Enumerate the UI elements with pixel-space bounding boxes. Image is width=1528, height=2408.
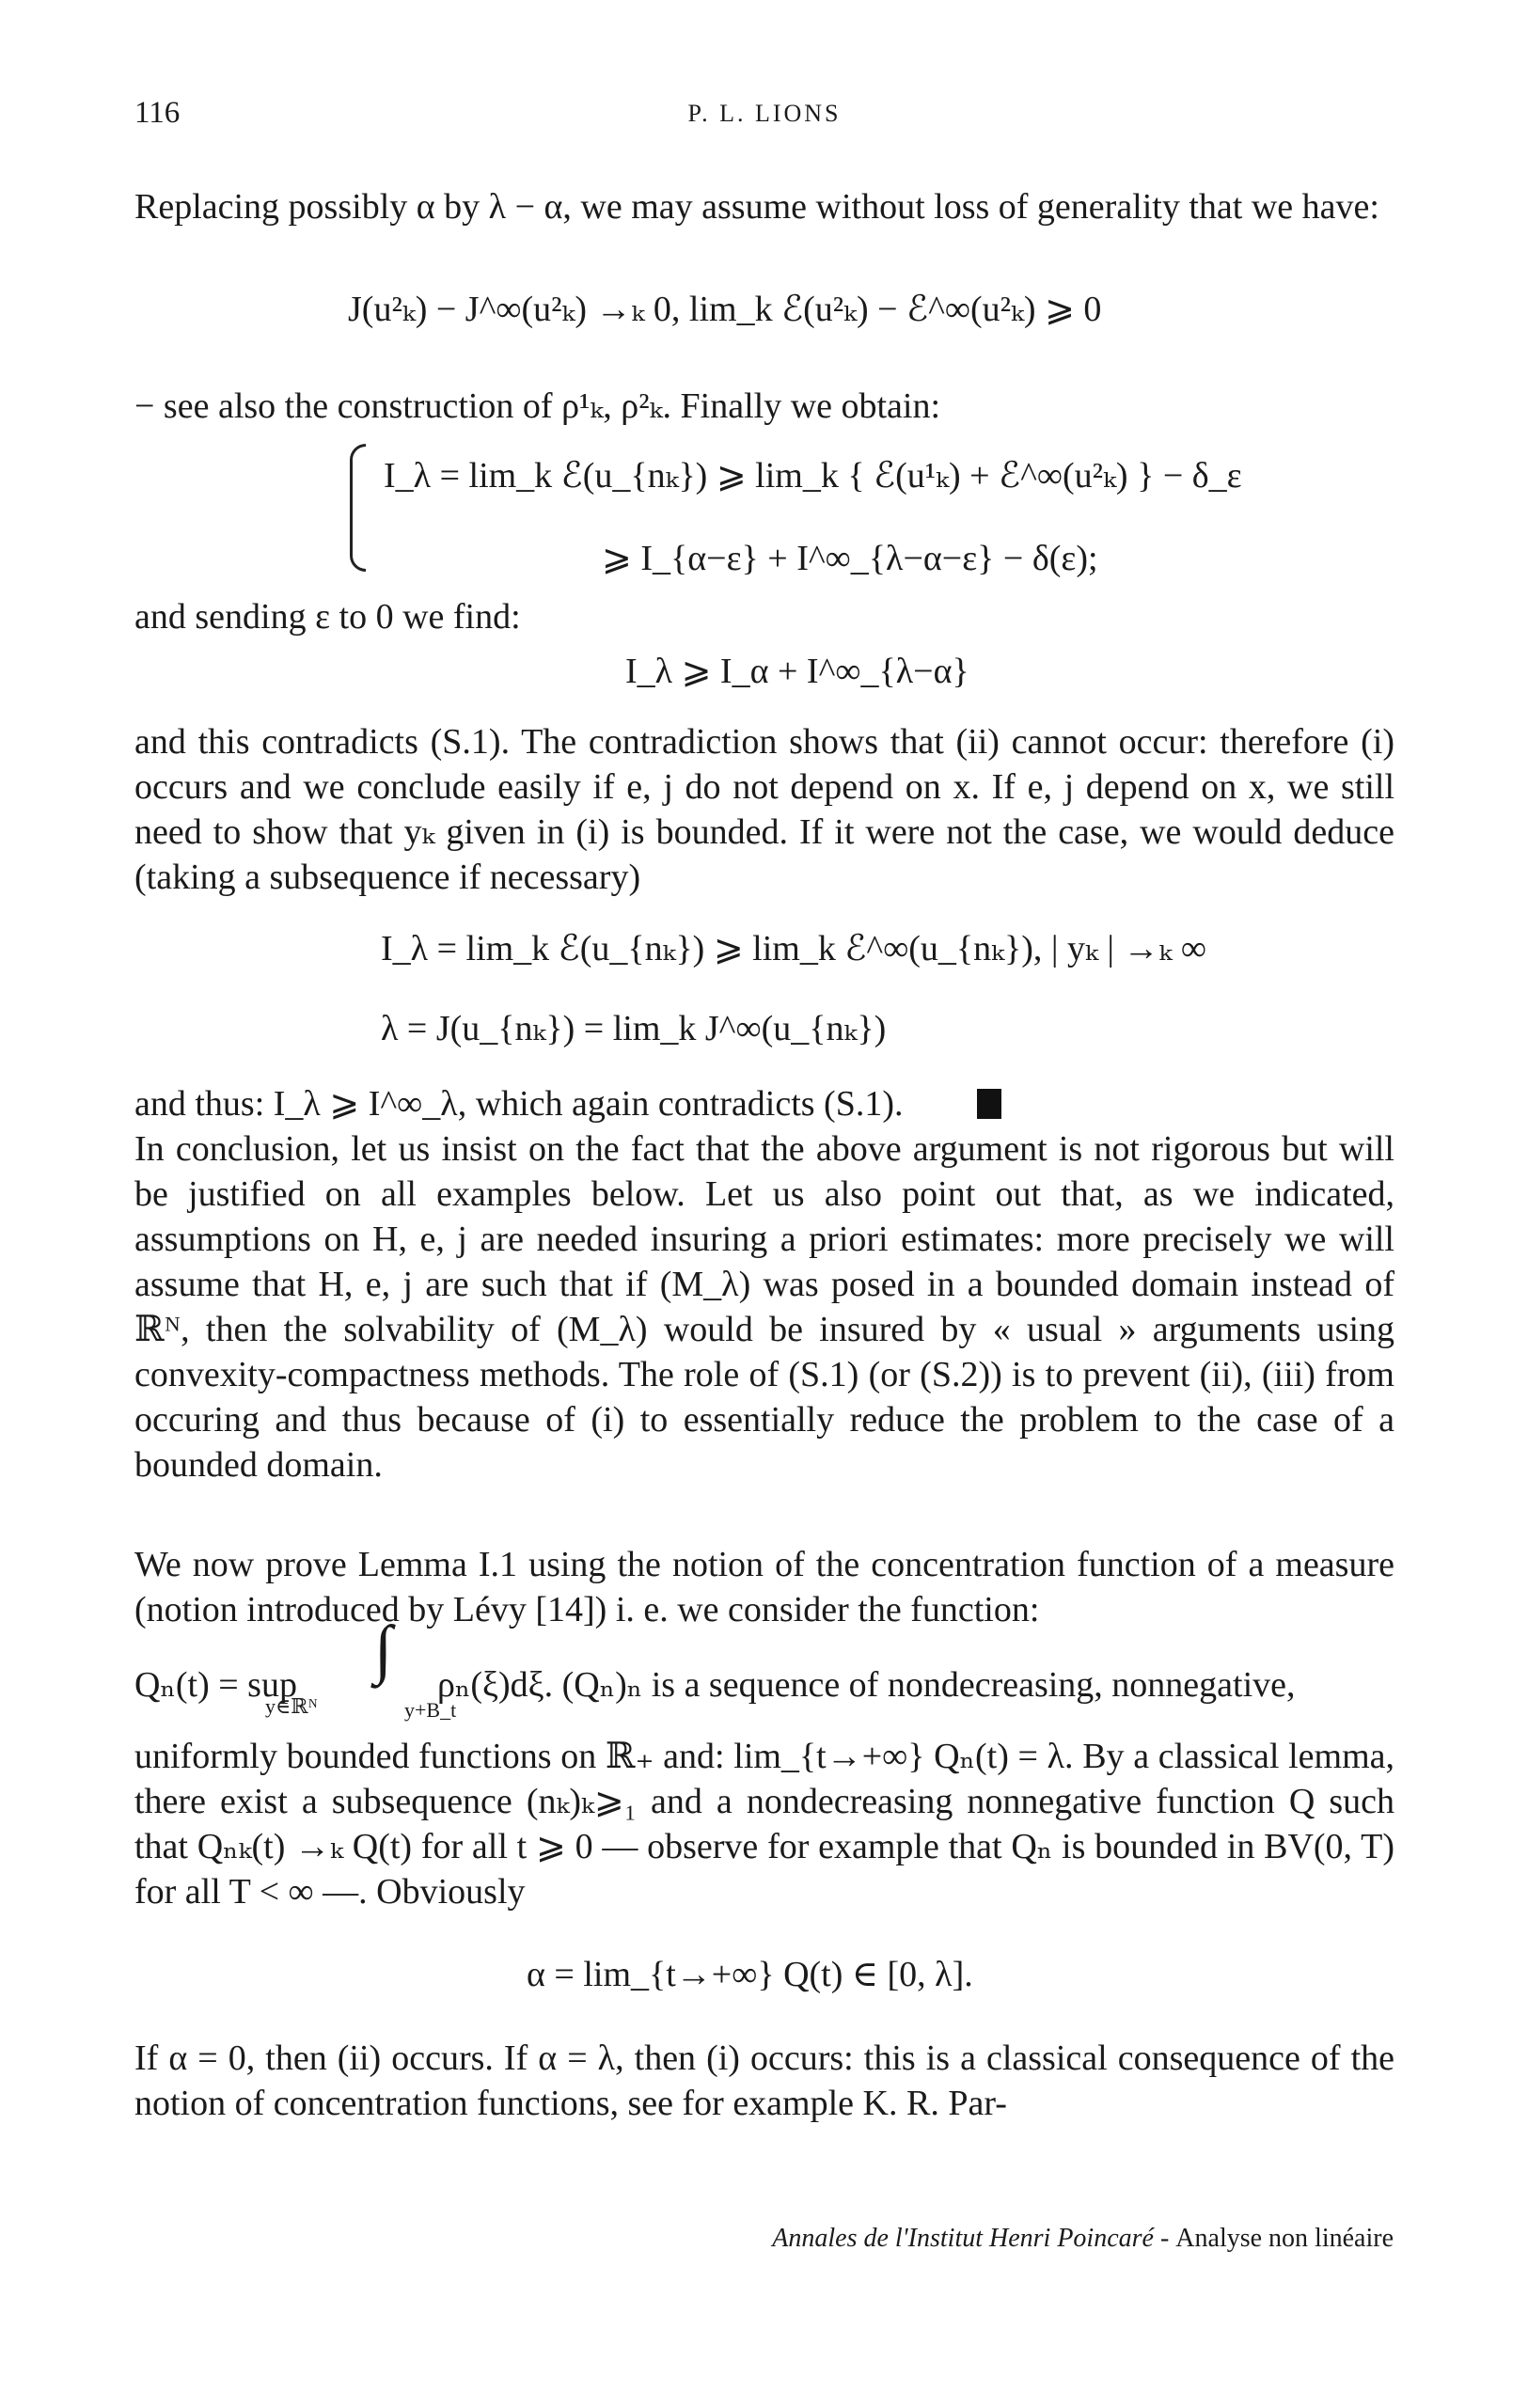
footer-journal: Annales de l'Institut Henri Poincaré - (772, 2224, 1170, 2253)
equation-3: I_λ ⩾ I_α + I^∞_{λ−α} (625, 652, 969, 691)
paragraph-1: Replacing possibly α by λ − α, we may assume without loss of generality that we have: (134, 187, 1379, 227)
qed-symbol (977, 1089, 1001, 1119)
page-header (134, 96, 1394, 143)
equation-4b: λ = J(u_{nₖ}) = lim_k J^∞(u_{nₖ}) (381, 1009, 887, 1048)
equation-6: α = lim_{t→+∞} Q(t) ∈ [0, λ]. (527, 1955, 973, 1994)
equation-2a: I_λ = lim_k ℰ(u_{nₖ}) ⩾ lim_k { ℰ(u¹ₖ) + ℰ^∞(u²ₖ) } − δ_ε (384, 456, 1242, 496)
paragraph-5-text: and thus: I_λ ⩾ I^∞_λ, which again contradicts (S.1). (134, 1084, 904, 1124)
left-brace (350, 444, 366, 572)
equation-5-sup-subscript: y∈ℝᴺ (265, 1694, 318, 1718)
equation-5-lhs: Qₙ(t) = sup (134, 1665, 297, 1705)
equation-4a: I_λ = lim_k ℰ(u_{nₖ}) ⩾ lim_k ℰ^∞(u_{nₖ}), | yₖ | →ₖ ∞ (381, 929, 1206, 968)
paragraph-5 (134, 1081, 1394, 1126)
equation-1: J(u²ₖ) − J^∞(u²ₖ) →ₖ 0, lim_k ℰ(u²ₖ) − ℰ^∞(u²ₖ) ⩾ 0 (348, 290, 1102, 329)
footer-section: Analyse non linéaire (1175, 2224, 1394, 2253)
paragraph-10: If α = 0, then (ii) occurs. If α = λ, then (i) occurs: this is a classical consequence of the notion of concentration functions, see for example K. R. Par- (134, 2038, 1394, 2123)
paragraph-2: − see also the construction of ρ¹ₖ, ρ²ₖ. Finally we obtain: (134, 386, 941, 426)
equation-2b: ⩾ I_{α−ε} + I^∞_{λ−α−ε} − δ(ε); (602, 539, 1098, 578)
paragraph-3: and sending ε to 0 we find: (134, 597, 521, 637)
page-footer (772, 2224, 1394, 2254)
paragraph-7: We now prove Lemma I.1 using the notion of the concentration function of a measure (notion introduced by Lévy [14]) i. e. we consider the function: (134, 1545, 1394, 1629)
running-head: P. L. LIONS (687, 100, 842, 127)
paragraph-9: uniformly bounded functions on ℝ₊ and: lim_{t→+∞} Qₙ(t) = λ. By a classical lemma, there exist a subsequence (nₖ)ₖ⩾₁ and a nondecreasing nonnegative function Q such that Qₙₖ(t) →ₖ Q(t) for all t ⩾ 0 — observe for example that Qₙ is bounded in BV(0, T) for all T < ∞ —. Obviously (134, 1737, 1394, 1912)
integral-sign: ∫ (374, 1613, 393, 1686)
paragraph-8: ρₙ(ξ)dξ. (Qₙ)ₙ is a sequence of nondecreasing, nonnegative, (437, 1665, 1296, 1705)
paragraph-4: and this contradicts (S.1). The contradiction shows that (ii) cannot occur: therefore (i) occurs and we conclude easily if e, j do not depend on x. If e, j depend on x, we still need to show that yₖ given in (i) is bounded. If it were not the case, we would deduce (taking a subsequence if necessary) (134, 722, 1394, 897)
page-number: 116 (134, 96, 181, 130)
paragraph-6: In conclusion, let us insist on the fact that the above argument is not rigorous but will be justified on all examples below. Let us also point out that, as we indicated, assumptions on H, e, j are needed insuring a priori estimates: more precisely we will assume that H, e, j are such that if (M_λ) was posed in a bounded domain instead of ℝᴺ, then the solvability of (M_λ) would be insured by « usual » arguments using convexity-compactness methods. The role of (S.1) (or (S.2)) is to prevent (ii), (iii) from occuring and thus because of (i) to essentially reduce the problem to the case of a bounded domain. (134, 1129, 1394, 1485)
equation-5-integral-subscript: y+B_t (404, 1698, 457, 1722)
